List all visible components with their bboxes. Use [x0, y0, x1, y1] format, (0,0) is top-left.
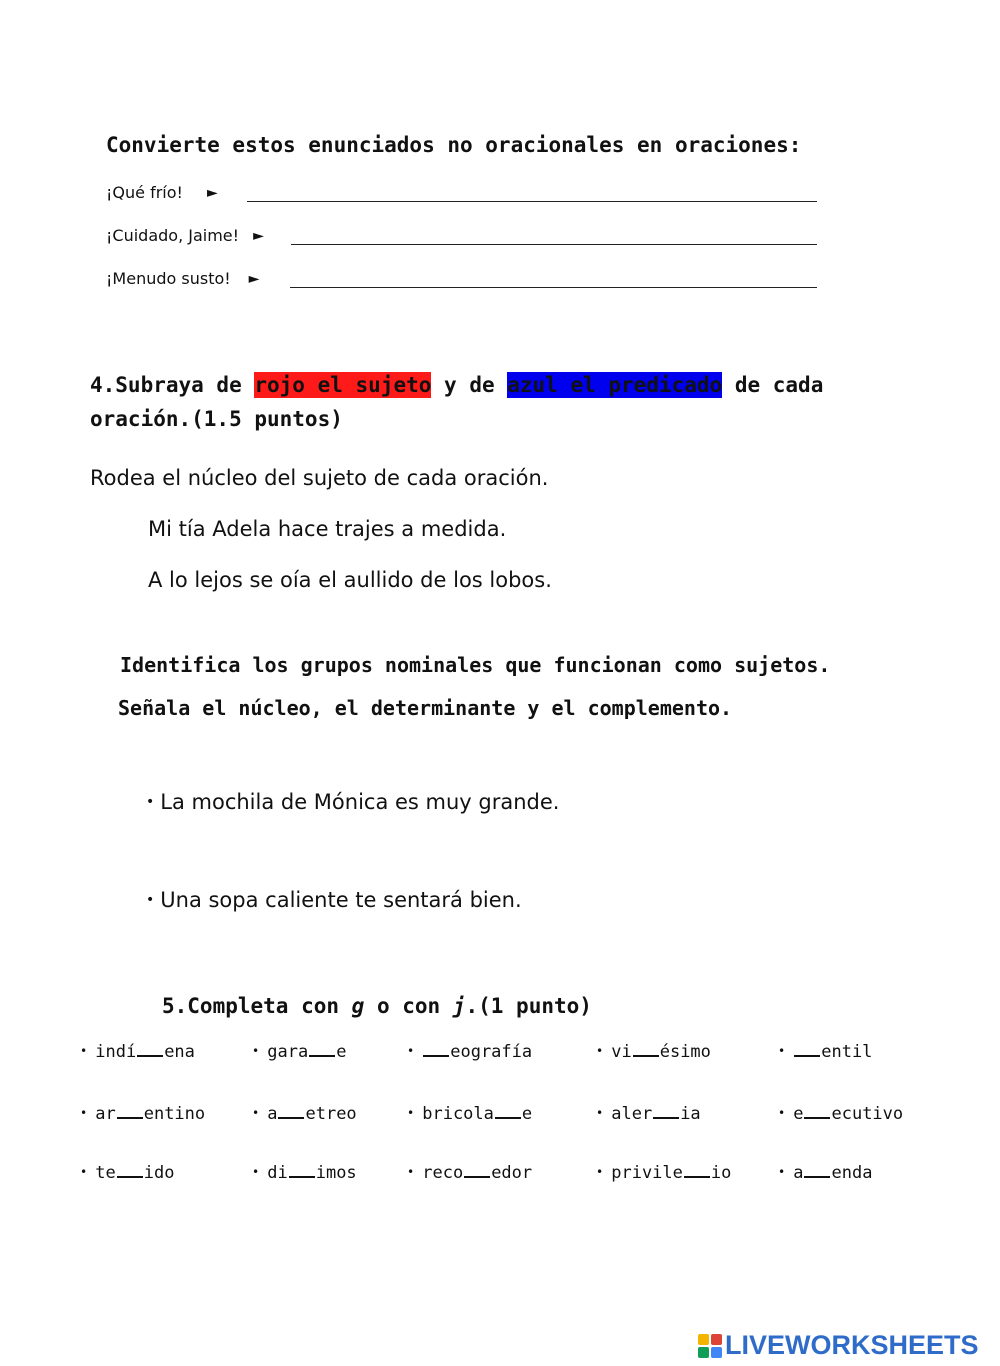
- letter-j: j: [452, 994, 466, 1018]
- section1-title: Convierte estos enunciados no oracionales en oraciones:: [106, 133, 802, 157]
- sentence-text: ¡Cuidado, Jaime!: [106, 226, 240, 245]
- letter-blank[interactable]: [309, 1054, 335, 1057]
- bullet-icon: •: [596, 1165, 604, 1179]
- arrow-icon: ►: [248, 270, 260, 287]
- answer-line-3[interactable]: [290, 287, 817, 288]
- sentence-2[interactable]: A lo lejos se oía el aullido de los lobos.: [148, 568, 552, 592]
- word-suffix: entil: [821, 1042, 873, 1062]
- bullet-icon: •: [778, 1165, 786, 1179]
- bullet-icon: •: [252, 1165, 260, 1179]
- logo-square: [698, 1347, 709, 1358]
- answer-line-1[interactable]: [247, 201, 817, 202]
- word-prefix: a: [267, 1104, 278, 1124]
- logo-square: [711, 1334, 722, 1345]
- blue-highlight: azul el predicado: [507, 373, 723, 397]
- section4-instruction: Rodea el núcleo del sujeto de cada oración.: [90, 466, 549, 490]
- bullet-icon: •: [80, 1165, 88, 1179]
- bullet-icon: •: [252, 1106, 260, 1120]
- sentence-row-3: [106, 269, 259, 288]
- letter-blank[interactable]: [464, 1175, 490, 1178]
- title-pre: 5.Completa con: [162, 994, 352, 1018]
- word-item: [778, 1163, 872, 1183]
- bullet-icon: •: [778, 1044, 786, 1058]
- title-mid: o con: [364, 994, 453, 1018]
- title-mid: y de: [431, 373, 508, 397]
- letter-blank[interactable]: [117, 1116, 143, 1119]
- identify-subtitle: Señala el núcleo, el determinante y el complemento.: [118, 696, 733, 720]
- letter-blank[interactable]: [804, 1175, 830, 1178]
- identify-sentence-2[interactable]: [146, 888, 522, 912]
- bullet-icon: •: [146, 892, 155, 908]
- word-item: [80, 1104, 205, 1124]
- bullet-icon: •: [596, 1106, 604, 1120]
- word-item: [596, 1163, 731, 1183]
- word-suffix: ia: [680, 1104, 701, 1124]
- letter-blank[interactable]: [137, 1054, 163, 1057]
- letter-g: g: [351, 994, 365, 1018]
- word-prefix: aler: [611, 1104, 653, 1124]
- bullet-icon: •: [407, 1044, 415, 1058]
- bullet-icon: •: [146, 794, 155, 810]
- title-post: .(1 punto): [465, 994, 592, 1018]
- bullet-icon: •: [80, 1106, 88, 1120]
- word-prefix: ar: [95, 1104, 116, 1124]
- word-prefix: bricola: [422, 1104, 494, 1124]
- bullet-icon: •: [407, 1165, 415, 1179]
- word-suffix: etreo: [305, 1104, 357, 1124]
- word-item: [407, 1104, 532, 1124]
- word-prefix: indí: [95, 1042, 137, 1062]
- logo-square: [698, 1334, 709, 1345]
- logo-text: LIVEWORKSHEETS: [725, 1330, 979, 1360]
- word-suffix: e: [336, 1042, 347, 1062]
- word-item: [80, 1042, 195, 1062]
- bullet-icon: •: [80, 1044, 88, 1058]
- word-item: [252, 1163, 357, 1183]
- sentence-1[interactable]: Mi tía Adela hace trajes a medida.: [148, 517, 507, 541]
- letter-blank[interactable]: [794, 1054, 820, 1057]
- sentence-row-2: [106, 226, 264, 245]
- word-suffix: entino: [143, 1104, 206, 1124]
- word-suffix: enda: [831, 1163, 873, 1183]
- section4-title: [90, 368, 930, 436]
- word-prefix: reco: [422, 1163, 464, 1183]
- word-item: [252, 1104, 357, 1124]
- word-suffix: ido: [143, 1163, 175, 1183]
- red-highlight: rojo el sujeto: [254, 373, 432, 397]
- letter-blank[interactable]: [117, 1175, 143, 1178]
- word-prefix: di: [267, 1163, 288, 1183]
- identify-sentence-1[interactable]: [146, 790, 559, 814]
- letter-blank[interactable]: [278, 1116, 304, 1119]
- sentence-text: La mochila de Mónica es muy grande.: [160, 790, 560, 814]
- bullet-icon: •: [596, 1044, 604, 1058]
- word-suffix: edor: [491, 1163, 533, 1183]
- sentence-text: ¡Qué frío!: [106, 183, 183, 202]
- bullet-icon: •: [252, 1044, 260, 1058]
- letter-blank[interactable]: [633, 1054, 659, 1057]
- logo-square: [711, 1347, 722, 1358]
- title-post: de cada oración.(1.5 puntos): [90, 373, 824, 431]
- word-item: [778, 1104, 903, 1124]
- arrow-icon: ►: [206, 184, 218, 201]
- word-item: [778, 1042, 872, 1062]
- bullet-icon: •: [778, 1106, 786, 1120]
- identify-title: Identifica los grupos nominales que funcionan como sujetos.: [120, 653, 831, 677]
- logo-icon: [698, 1334, 722, 1358]
- word-prefix: te: [95, 1163, 116, 1183]
- word-prefix: privile: [611, 1163, 683, 1183]
- word-prefix: vi: [611, 1042, 632, 1062]
- section5-title: [162, 994, 592, 1018]
- letter-blank[interactable]: [495, 1116, 521, 1119]
- word-prefix: a: [793, 1163, 804, 1183]
- answer-line-2[interactable]: [291, 244, 817, 245]
- word-suffix: ésimo: [659, 1042, 711, 1062]
- bullet-icon: •: [407, 1106, 415, 1120]
- word-suffix: e: [521, 1104, 533, 1124]
- word-suffix: io: [710, 1163, 732, 1183]
- arrow-icon: ►: [253, 227, 264, 244]
- word-item: [407, 1042, 532, 1062]
- word-item: [252, 1042, 346, 1062]
- word-suffix: eografía: [450, 1042, 533, 1062]
- letter-blank[interactable]: [653, 1116, 679, 1119]
- word-prefix: gara: [267, 1042, 309, 1062]
- word-prefix: e: [793, 1104, 804, 1124]
- word-suffix: ena: [164, 1042, 195, 1062]
- word-item: [596, 1104, 701, 1124]
- word-item: [407, 1163, 532, 1183]
- sentence-text: ¡Menudo susto!: [106, 269, 231, 288]
- letter-blank[interactable]: [684, 1175, 710, 1178]
- letter-blank[interactable]: [804, 1116, 830, 1119]
- sentence-text: Una sopa caliente te sentará bien.: [160, 888, 522, 912]
- liveworksheets-logo: [698, 1330, 979, 1361]
- word-suffix: ecutivo: [831, 1104, 904, 1124]
- word-item: [596, 1042, 711, 1062]
- letter-blank[interactable]: [289, 1175, 315, 1178]
- letter-blank[interactable]: [423, 1054, 449, 1057]
- word-item: [80, 1163, 174, 1183]
- title-pre: 4.Subraya de: [90, 373, 255, 397]
- sentence-row-1: [106, 183, 218, 202]
- word-suffix: imos: [315, 1163, 357, 1183]
